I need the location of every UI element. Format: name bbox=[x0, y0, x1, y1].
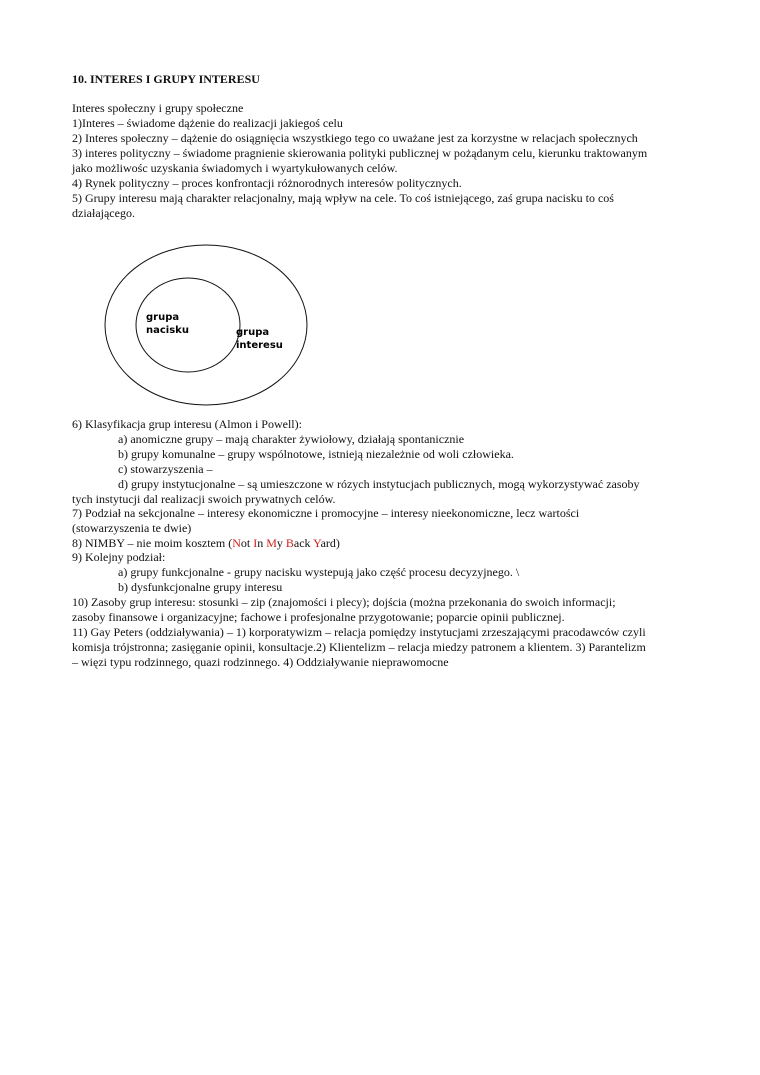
text-line: d) grupy instytucjonalne – są umieszczone w rózych instytucjach publicznych, mogą wykorzystywać zasoby bbox=[118, 477, 640, 491]
text-line: a) grupy funkcjonalne - grupy nacisku wystepują jako część procesu decyzyjnego. \ bbox=[118, 565, 520, 579]
nimby-letter-b: B bbox=[285, 536, 294, 550]
nimby-line bbox=[72, 536, 340, 551]
nimby-word-part: y bbox=[276, 536, 286, 550]
text-line: jako możliwośc uzyskania świadomych i wyartykułowanych celów. bbox=[72, 161, 398, 175]
nimby-word-part: ack bbox=[293, 536, 314, 550]
outer-circle bbox=[105, 245, 307, 405]
text-line: 11) Gay Peters (oddziaływania) – 1) korporatywizm – relacja pomiędzy instytucjami zrzeszającymi pracodawców czyli bbox=[72, 625, 646, 639]
nimby-word-part: n bbox=[257, 536, 267, 550]
inner-label-line-2: nacisku bbox=[146, 325, 189, 336]
venn-diagram bbox=[100, 240, 330, 410]
text-line: 1)Interes – świadome dążenie do realizacji jakiegoś celu bbox=[72, 116, 343, 130]
nimby-letter-m: M bbox=[266, 536, 277, 550]
nimby-letter-y: Y bbox=[313, 536, 321, 550]
text-line: 9) Kolejny podział: bbox=[72, 550, 166, 564]
text-line: komisja trójstronna; zasięganie opinii, konsultacje.2) Klientelizm – relacja miedzy patronem a klientem. 3) Parantelizm bbox=[72, 640, 646, 654]
inner-label-line-1: grupa bbox=[146, 312, 180, 323]
nimby-letter-i: I bbox=[253, 536, 258, 550]
nimby-prefix: 8) NIMBY – nie moim kosztem ( bbox=[72, 536, 233, 550]
text-line: 3) interes polityczny – świadome pragnienie skierowania polityki publicznej w pożądanym celu, kierunku traktowanym bbox=[72, 146, 648, 160]
nimby-word-part: ard) bbox=[320, 536, 340, 550]
text-line: – więzi typu rodzinnego, quazi rodzinnego. 4) Oddziaływanie nieprawomocne bbox=[72, 655, 449, 669]
outer-label-line-1: grupa bbox=[236, 327, 270, 338]
text-line: 5) Grupy interesu mają charakter relacjonalny, mają wpływ na cele. To coś istniejącego, zaś grupa nacisku to coś bbox=[72, 191, 614, 205]
text-line: b) dysfunkcjonalne grupy interesu bbox=[118, 580, 283, 594]
text-line: 7) Podział na sekcjonalne – interesy ekonomiczne i promocyjne – interesy nieekonomiczne, lecz wartości bbox=[72, 506, 580, 520]
text-line: b) grupy komunalne – grupy wspólnotowe, istnieją niezależnie od woli człowieka. bbox=[118, 447, 514, 461]
text-line: (stowarzyszenia te dwie) bbox=[72, 521, 192, 535]
text-line: 4) Rynek polityczny – proces konfrontacji różnorodnych interesów politycznych. bbox=[72, 176, 462, 190]
text-line: 2) Interes społeczny – dążenie do osiągnięcia wszystkiego tego co uważane jest za korzystne w relacjach społecznych bbox=[72, 131, 638, 145]
text-line: a) anomiczne grupy – mają charakter żywiołowy, działają spontanicznie bbox=[118, 432, 465, 446]
text-line: działającego. bbox=[72, 206, 135, 220]
text-line: 10) Zasoby grup interesu: stosunki – zip (znajomości i plecy); dojścia (można przekonania do swoich informacji; bbox=[72, 595, 616, 609]
outer-label-line-2: interesu bbox=[236, 340, 283, 351]
text-line: zasoby finansowe i organizacyjne; fachowe i profesjonalne przygotowanie; poparcie opinii publicznej. bbox=[72, 610, 565, 624]
text-line: Interes społeczny i grupy społeczne bbox=[72, 101, 244, 115]
nimby-word-part: ot bbox=[240, 536, 254, 550]
document-title: 10. INTERES I GRUPY INTERESU bbox=[72, 72, 260, 86]
text-line: c) stowarzyszenia – bbox=[118, 462, 213, 476]
text-line: 6) Klasyfikacja grup interesu (Almon i Powell): bbox=[72, 417, 302, 431]
text-line: tych instytucji dal realizacji swoich prywatnych celów. bbox=[72, 492, 336, 506]
nimby-letter-n: N bbox=[232, 536, 241, 550]
